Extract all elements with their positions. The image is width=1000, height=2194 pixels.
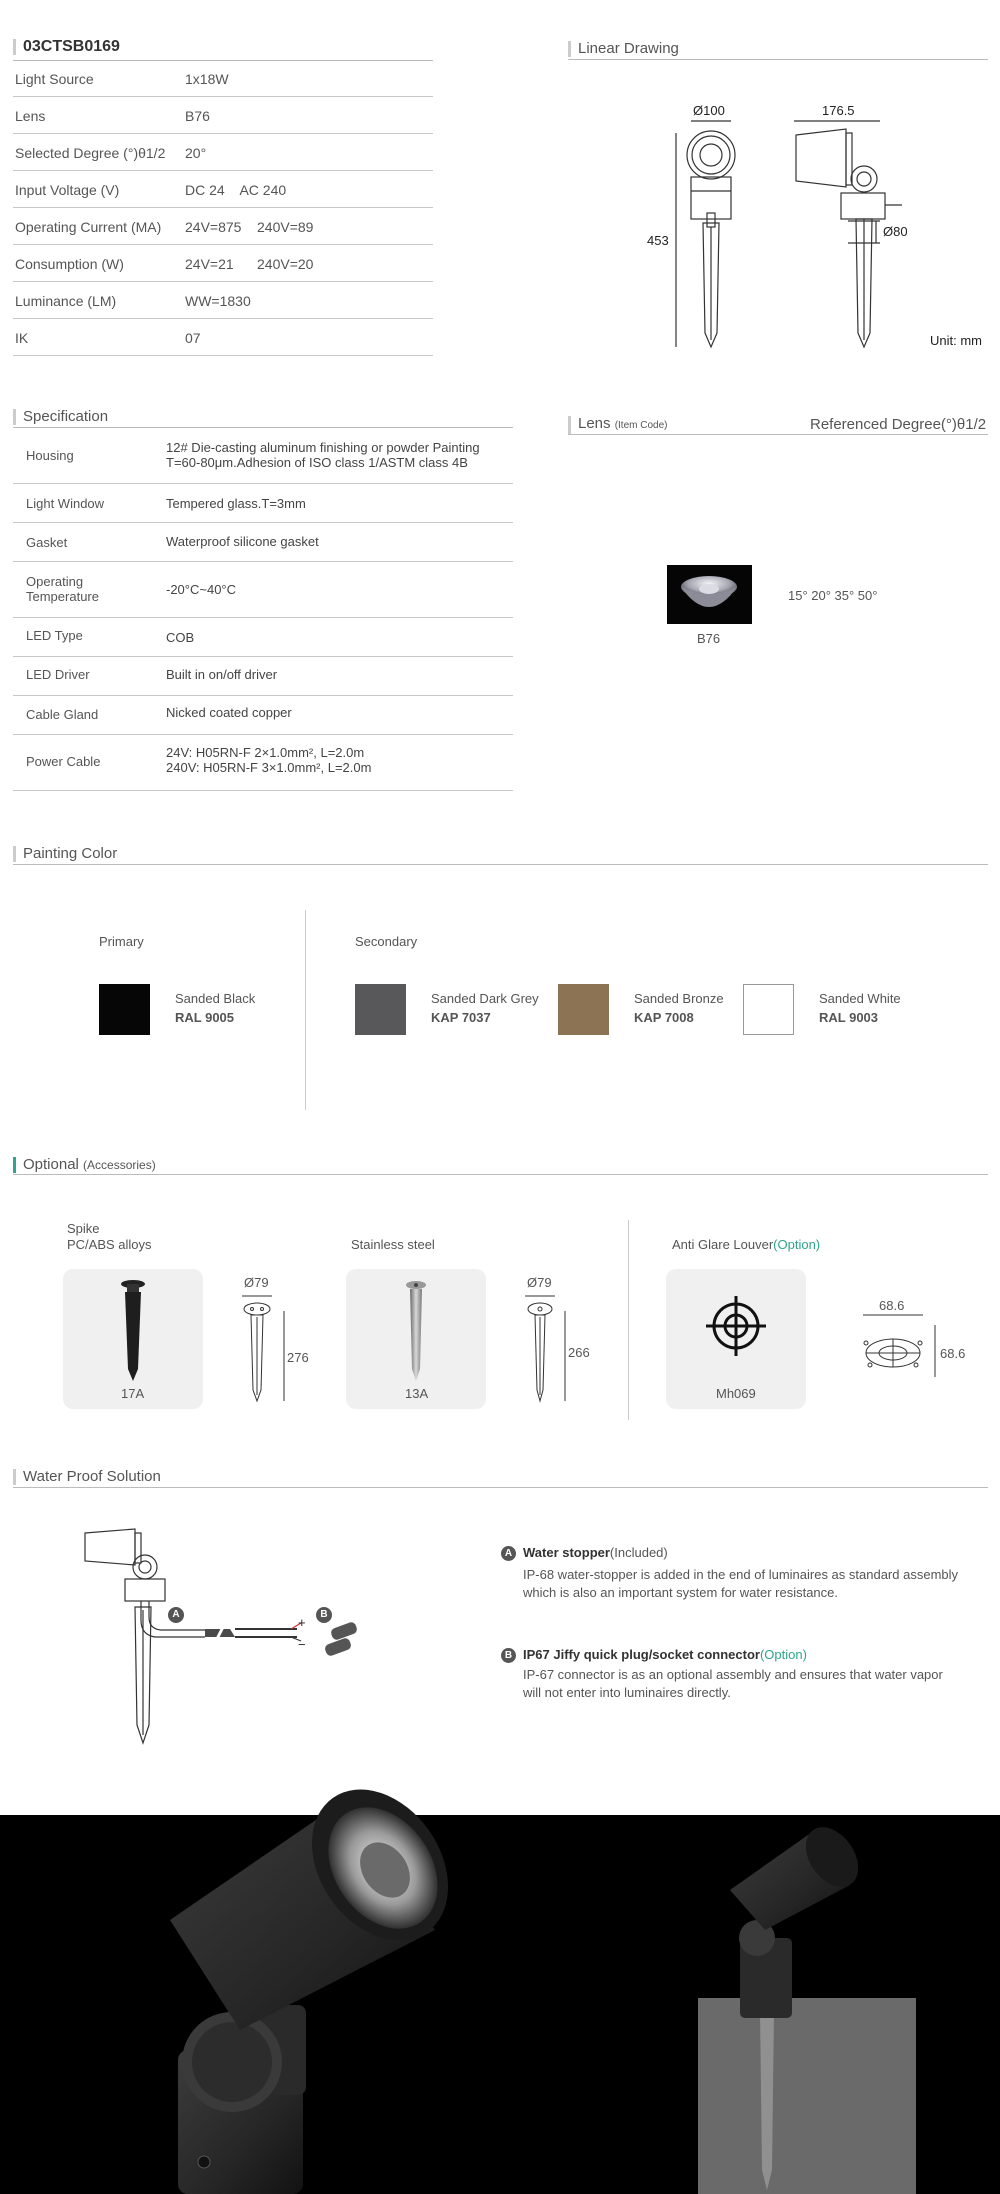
lens-title-text: Lens bbox=[578, 415, 611, 432]
badge-b: B bbox=[501, 1648, 516, 1663]
steel-label: Stainless steel bbox=[351, 1237, 435, 1252]
row-value-2: T=60-80μm.Adhesion of ISO class 1/ASTM class 4B bbox=[166, 455, 468, 470]
color-swatch-black bbox=[99, 984, 150, 1035]
lens-line bbox=[568, 434, 988, 435]
optional-divider bbox=[628, 1220, 629, 1420]
table-row bbox=[13, 134, 433, 171]
lens-referenced-degree: Referenced Degree(°)θ1/2 bbox=[810, 416, 987, 433]
water-stopper-desc-2: which is also an important system for water resistance. bbox=[523, 1585, 839, 1600]
row-label: Housing bbox=[26, 448, 74, 463]
plus-sign: + bbox=[298, 1615, 306, 1630]
waterproof-diagram bbox=[75, 1525, 375, 1755]
row-value: COB bbox=[166, 630, 195, 645]
accessory-code: Mh069 bbox=[716, 1386, 756, 1401]
row-label: Power Cable bbox=[26, 754, 101, 769]
row-label: Cable Gland bbox=[26, 707, 99, 722]
row-label: LED Type bbox=[26, 628, 83, 643]
row-label: Input Voltage (V) bbox=[15, 182, 120, 198]
table-row bbox=[13, 484, 513, 523]
painting-line bbox=[13, 864, 988, 865]
badge-a: A bbox=[501, 1546, 516, 1561]
spike-material: PC/ABS alloys bbox=[67, 1237, 152, 1252]
accessory-dim-top: Ø79 bbox=[527, 1275, 552, 1290]
accessory-dim-top: Ø79 bbox=[244, 1275, 269, 1290]
table-row bbox=[13, 282, 433, 319]
lens-title bbox=[568, 416, 668, 434]
row-value: 24V=21 240V=20 bbox=[185, 256, 314, 272]
connector-desc-1: IP-67 connector is as an optional assembly and ensures that water vapor bbox=[523, 1667, 943, 1682]
table-row bbox=[13, 245, 433, 282]
product-photo bbox=[0, 1780, 1000, 2194]
glare-option: (Option) bbox=[773, 1237, 821, 1252]
water-stopper-name: Water stopper bbox=[523, 1545, 610, 1560]
lens-degrees: 15° 20° 35° 50° bbox=[788, 588, 878, 603]
minus-sign: − bbox=[298, 1637, 306, 1652]
row-label: Selected Degree (°)θ1/2 bbox=[15, 145, 166, 161]
water-stopper-desc-1: IP-68 water-stopper is added in the end of luminaires as standard assembly bbox=[523, 1567, 959, 1582]
waterproof-line bbox=[13, 1487, 988, 1488]
color-swatch-dark-grey bbox=[355, 984, 406, 1035]
row-label: Lens bbox=[15, 108, 46, 124]
specification-title: Specification bbox=[13, 409, 108, 425]
glare-label-text: Anti Glare Louver bbox=[672, 1237, 774, 1252]
louver-drawing bbox=[858, 1313, 938, 1383]
connector-name: IP67 Jiffy quick plug/socket connector bbox=[523, 1647, 760, 1662]
row-value: 1x18W bbox=[185, 71, 229, 87]
water-stopper-title bbox=[523, 1545, 668, 1560]
table-row bbox=[13, 60, 433, 97]
row-value: 07 bbox=[185, 330, 201, 346]
lens-image bbox=[667, 565, 752, 624]
row-label: Operating bbox=[26, 574, 84, 589]
accessory-code: 17A bbox=[121, 1386, 145, 1401]
dim-height: 453 bbox=[647, 233, 669, 248]
badge-b-diagram: B bbox=[316, 1607, 332, 1623]
row-value: 20° bbox=[185, 145, 207, 161]
row-label: Consumption (W) bbox=[15, 256, 124, 272]
row-value: 24V=875 240V=89 bbox=[185, 219, 314, 235]
spike-label: Spike bbox=[67, 1221, 100, 1236]
accessory-code: 13A bbox=[405, 1386, 429, 1401]
glare-label bbox=[672, 1237, 820, 1252]
color-code: RAL 9003 bbox=[819, 1010, 879, 1025]
table-row bbox=[13, 657, 513, 696]
painting-title: Painting Color bbox=[13, 846, 117, 862]
optional-line bbox=[13, 1174, 988, 1175]
accessory-dim-side: 68.6 bbox=[940, 1346, 966, 1361]
color-code: KAP 7008 bbox=[634, 1010, 694, 1025]
optional-title-text: Optional bbox=[23, 1156, 79, 1173]
row-label: Luminance (LM) bbox=[15, 293, 117, 309]
row-value: -20°C~40°C bbox=[166, 582, 237, 597]
optional-title-small: (Accessories) bbox=[83, 1158, 156, 1172]
table-row bbox=[13, 696, 513, 735]
lens-code: B76 bbox=[697, 631, 721, 646]
row-value: Nicked coated copper bbox=[166, 705, 292, 720]
row-label: Gasket bbox=[26, 535, 68, 550]
accessory-dim-side: 266 bbox=[568, 1345, 590, 1360]
row-value: DC 24 AC 240 bbox=[185, 182, 287, 198]
lens-title-small: (Item Code) bbox=[614, 420, 668, 431]
row-value: 12# Die-casting aluminum finishing or powder Painting bbox=[166, 440, 480, 455]
product-code: 03CTSB0169 bbox=[13, 39, 120, 55]
row-value: Tempered glass.T=3mm bbox=[166, 496, 306, 511]
secondary-label: Secondary bbox=[355, 934, 418, 949]
water-stopper-suffix: (Included) bbox=[609, 1545, 668, 1560]
color-swatch-bronze bbox=[558, 984, 609, 1035]
primary-label: Primary bbox=[99, 934, 144, 949]
table-row bbox=[13, 319, 433, 356]
table-row bbox=[13, 97, 433, 134]
row-value-2: 240V: H05RN-F 3×1.0mm², L=2.0m bbox=[166, 760, 372, 775]
linear-drawing-title: Linear Drawing bbox=[568, 41, 679, 57]
table-row bbox=[13, 735, 513, 791]
connector-desc-2: will not enter into luminaires directly. bbox=[523, 1685, 731, 1700]
color-code: RAL 9005 bbox=[175, 1010, 235, 1025]
color-code: KAP 7037 bbox=[431, 1010, 491, 1025]
color-name: Sanded Black bbox=[175, 991, 256, 1006]
badge-a-diagram: A bbox=[168, 1607, 184, 1623]
row-label: Operating Current (MA) bbox=[15, 219, 162, 235]
table-row bbox=[13, 427, 513, 484]
table-row bbox=[13, 208, 433, 245]
color-name: Sanded Bronze bbox=[634, 991, 724, 1006]
dim-diameter: Ø100 bbox=[693, 103, 725, 118]
table-row bbox=[13, 618, 513, 657]
row-value: B76 bbox=[185, 108, 210, 124]
row-label-2: Temperature bbox=[26, 589, 99, 604]
color-swatch-white bbox=[743, 984, 794, 1035]
table-row bbox=[13, 562, 513, 618]
connector-title bbox=[523, 1647, 807, 1662]
table-row bbox=[13, 523, 513, 562]
waterproof-title: Water Proof Solution bbox=[13, 1469, 161, 1485]
dim-spike: Ø80 bbox=[883, 224, 908, 239]
dim-width: 176.5 bbox=[822, 103, 855, 118]
connector-suffix: (Option) bbox=[759, 1647, 807, 1662]
row-label: Light Source bbox=[15, 71, 94, 87]
optional-title bbox=[13, 1157, 156, 1173]
unit-label: Unit: mm bbox=[930, 333, 982, 348]
row-value: Waterproof silicone gasket bbox=[166, 534, 319, 549]
row-value: WW=1830 bbox=[185, 293, 251, 309]
color-divider bbox=[305, 910, 306, 1110]
accessory-dim-top: 68.6 bbox=[879, 1298, 905, 1313]
row-value: Built in on/off driver bbox=[166, 667, 278, 682]
linear-drawing-line bbox=[568, 59, 988, 60]
accessory-dim-side: 276 bbox=[287, 1350, 309, 1365]
color-name: Sanded White bbox=[819, 991, 901, 1006]
row-label: LED Driver bbox=[26, 667, 90, 682]
row-value: 24V: H05RN-F 2×1.0mm², L=2.0m bbox=[166, 745, 365, 760]
color-name: Sanded Dark Grey bbox=[431, 991, 539, 1006]
table-row bbox=[13, 171, 433, 208]
row-label: Light Window bbox=[26, 496, 105, 511]
row-label: IK bbox=[15, 330, 29, 346]
linear-drawing bbox=[630, 95, 1000, 355]
